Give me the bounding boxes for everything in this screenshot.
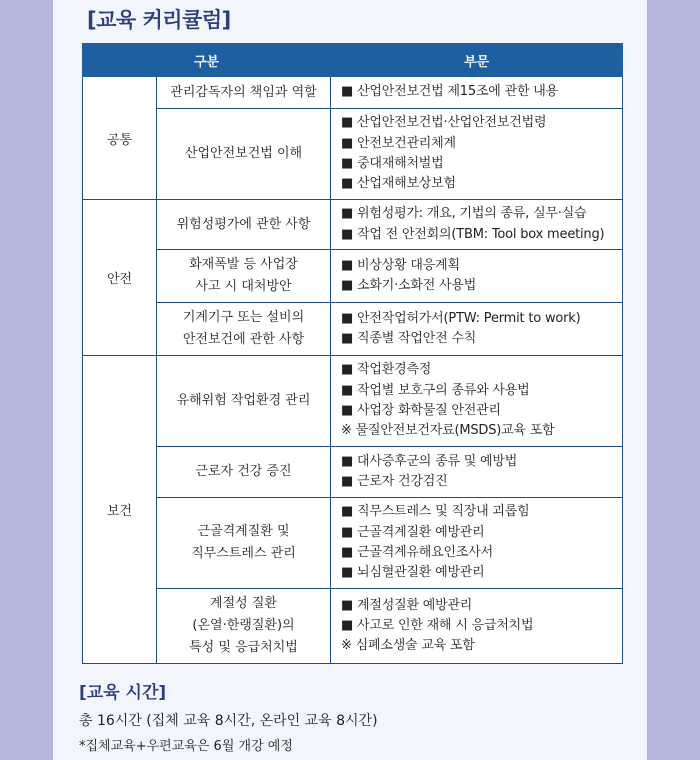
topic-cell [157,447,331,498]
topic-line: 산업안전보건법 이해 [184,146,303,161]
topic-line: 기계기구 또는 설비의 [182,310,305,325]
schedule-note: *집체교육+우편교육은 6월 개강 예정 [79,739,293,754]
table-row [83,250,623,303]
topic-line: 관리감독자의 책임과 역할 [170,84,317,100]
header-category: 구분 [83,44,331,77]
item-line: ■ 계절성질환 예방관리 [341,597,473,613]
table-header-row [83,44,623,77]
item-line: ■ 사고로 인한 재해 시 응급처치법 [341,617,534,633]
group-label: 보건 [83,356,157,664]
item-line: ※ 물질안전보건자료(MSDS)교육 포함 [341,423,555,439]
topic-cell [157,356,331,447]
topic-cell [157,200,331,250]
table-row [83,356,623,447]
topic-cell [157,589,331,664]
topic-line: 근로자 건강 증진 [195,464,292,479]
topic-line: 사고 시 대처방안 [195,279,292,294]
topic-line: 계절성 질환 [210,596,277,611]
table-body [83,77,623,664]
item-line: ■ 직무스트레스 및 직장내 괴롭힘 [341,504,530,520]
topic-line: 근골격계질환 및 [197,524,290,539]
item-line: ■ 작업환경측정 [341,362,432,378]
item-line: ■ 산업재해보상보험 [341,176,456,192]
table-row [83,200,623,250]
items-cell [331,589,623,664]
topic-line: 위험성평가에 관한 사항 [176,216,311,232]
item-line: ■ 안전작업허가서(PTW: Permit to work) [341,310,581,326]
topic-cell [157,498,331,589]
topic-line: 특성 및 응급처치법 [189,640,298,655]
group-label: 안전 [83,200,157,356]
header-section: 부문 [331,44,623,77]
schedule-hours: 총 16시간 (집체 교육 8시간, 온라인 교육 8시간) [79,713,378,729]
items-cell [331,200,623,250]
items-cell [331,356,623,447]
item-line: ■ 소화기·소화전 사용법 [341,278,477,293]
item-line: ■ 근로자 건강검진 [341,474,448,489]
items-cell [331,303,623,356]
topic-cell [157,77,331,109]
topic-line: 유해위험 작업환경 관리 [176,393,311,408]
item-line: ■ 작업별 보호구의 종류와 사용법 [341,382,530,398]
topic-cell [157,250,331,303]
topic-cell [157,303,331,356]
items-cell [331,109,623,200]
curriculum-title: [교육 커리큘럼] [87,8,231,32]
item-line: ■ 사업장 화학물질 안전관리 [341,403,501,418]
item-line: ■ 안전보건관리체계 [341,135,456,151]
table-row [83,303,623,356]
item-line: ■ 작업 전 안전회의(TBM: Tool box meeting) [341,226,605,242]
curriculum-table [82,43,623,664]
items-cell [331,447,623,498]
item-line: ※ 심폐소생술 교육 포함 [341,638,475,654]
item-line: ■ 근골격계질환 예방관리 [341,524,485,540]
topic-cell [157,109,331,200]
topic-line: 직무스트레스 관리 [191,546,296,561]
table-row [83,498,623,589]
schedule-title: [교육 시간] [79,683,167,703]
item-line: ■ 위험성평가: 개요, 기법의 종류, 실무·실습 [341,206,587,222]
table-row [83,447,623,498]
items-cell [331,498,623,589]
content-panel [53,0,647,760]
item-line: ■ 산업안전보건법 제15조에 관한 내용 [341,84,558,100]
item-line: ■ 근골격계유해요인조사서 [341,545,493,560]
items-cell [331,250,623,303]
topic-line: (온열·한랭질환)의 [192,618,295,633]
table-row [83,77,623,109]
table-row [83,109,623,200]
table-row [83,589,623,664]
item-line: ■ 산업안전보건법·산업안전보건법령 [341,115,547,131]
item-line: ■ 비상상황 대응계획 [341,257,460,273]
topic-line: 화재폭발 등 사업장 [189,257,298,272]
item-line: ■ 뇌심혈관질환 예방관리 [341,565,485,581]
topic-line: 안전보건에 관한 사항 [182,332,305,347]
item-line: ■ 직종별 작업안전 수칙 [341,331,477,346]
item-line: ■ 대사증후군의 종류 및 예방법 [341,453,518,469]
group-label: 공통 [83,77,157,200]
items-cell [331,77,623,109]
item-line: ■ 중대재해처벌법 [341,156,444,171]
